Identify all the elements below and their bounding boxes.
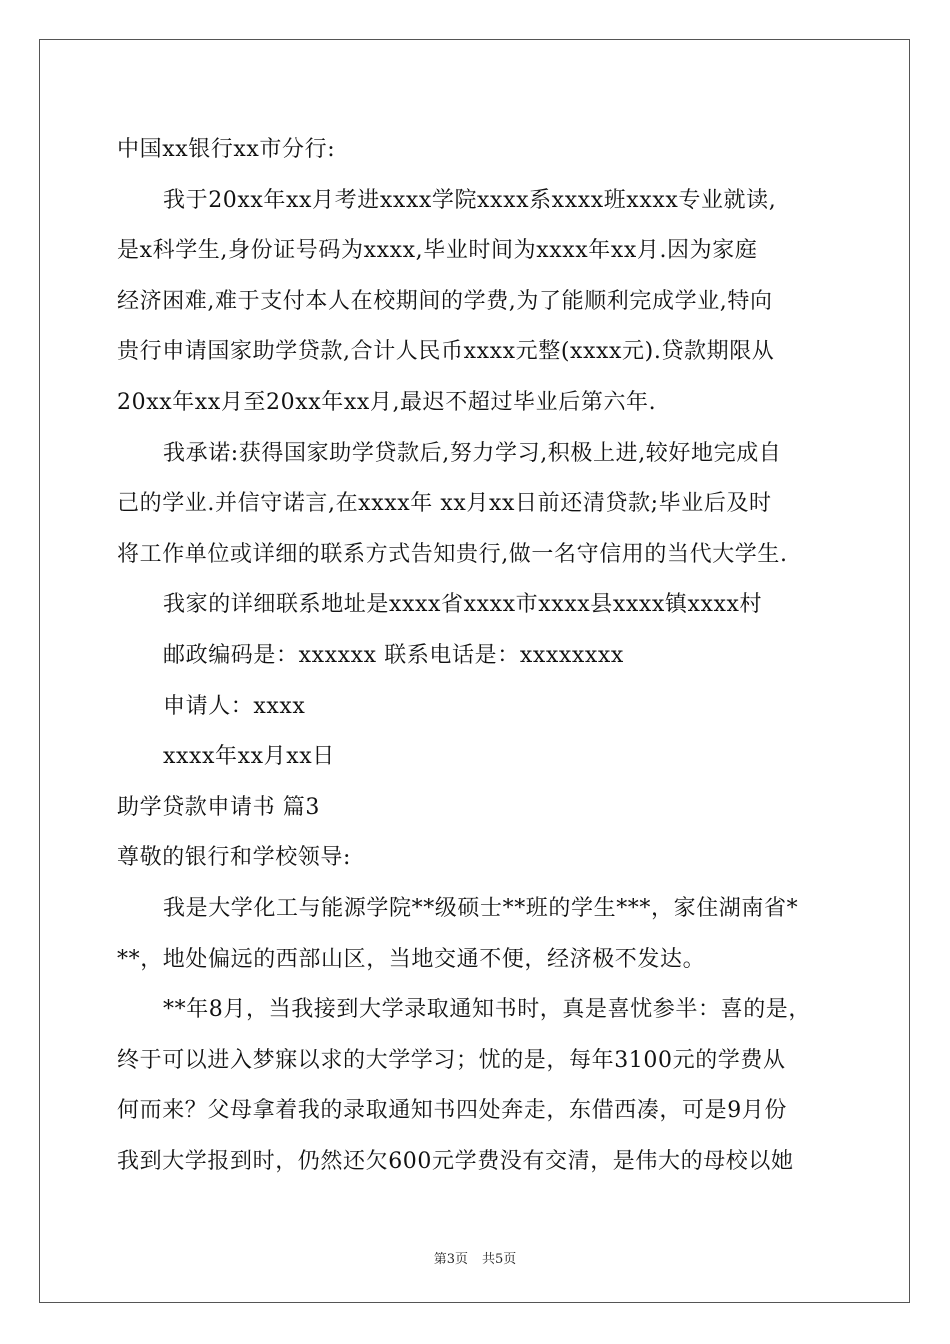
paragraph-line: 将工作单位或详细的联系方式告知贵行,做一名守信用的当代大学生. — [117, 541, 788, 567]
page-number-current: 第3页 — [433, 1252, 468, 1267]
paragraph-line: 我是大学化工与能源学院**级硕士**班的学生***，家住湖南省* — [163, 895, 799, 921]
address-line: 我家的详细联系地址是xxxx省xxxx市xxxx县xxxx镇xxxx村 — [163, 592, 763, 618]
paragraph-line: 何而来？父母拿着我的录取通知书四处奔走，东借西凑，可是9月份 — [117, 1098, 787, 1124]
paragraph-line: **年8月，当我接到大学录取通知书时，真是喜忧参半：喜的是， — [163, 997, 811, 1023]
paragraph-line: **，地处偏远的西部山区，当地交通不便，经济极不发达。 — [117, 946, 706, 972]
contact-line: 邮政编码是：xxxxxx 联系电话是：xxxxxxxx — [163, 642, 624, 668]
paragraph-line: 我于20xx年xx月考进xxxx学院xxxx系xxxx班xxxx专业就读, — [163, 187, 777, 213]
applicant-line: 申请人：xxxx — [163, 693, 306, 719]
salutation-line: 尊敬的银行和学校领导: — [117, 845, 352, 871]
paragraph-line: 我到大学报到时，仍然还欠600元学费没有交清，是伟大的母校以她 — [117, 1148, 794, 1174]
paragraph-line: 己的学业.并信守诺言,在xxxx年 xx月xx日前还清贷款;毕业后及时 — [117, 491, 772, 517]
section-heading: 助学贷款申请书 篇3 — [117, 794, 320, 820]
paragraph-line: 经济困难,难于支付本人在校期间的学费,为了能顺利完成学业,特向 — [117, 288, 773, 314]
document-body — [117, 125, 837, 1187]
paragraph-line: 是x科学生,身份证号码为xxxx,毕业时间为xxxx年xx月.因为家庭 — [117, 238, 758, 264]
page-number-total: 共5页 — [482, 1252, 517, 1267]
date-line: xxxx年xx月xx日 — [163, 744, 335, 770]
paragraph-line: 我承诺:获得国家助学贷款后,努力学习,积极上进,较好地完成自 — [163, 440, 782, 466]
paragraph-line: 贵行申请国家助学贷款,合计人民币xxxx元整(xxxx元).贷款期限从 — [117, 339, 775, 365]
paragraph-line: 终于可以进入梦寐以求的大学学习；忧的是，每年3100元的学费从 — [117, 1047, 786, 1073]
page-footer — [0, 1248, 950, 1267]
salutation-line: 中国xx银行xx市分行: — [117, 137, 336, 162]
paragraph-line: 20xx年xx月至20xx年xx月,最迟不超过毕业后第六年. — [117, 389, 657, 415]
